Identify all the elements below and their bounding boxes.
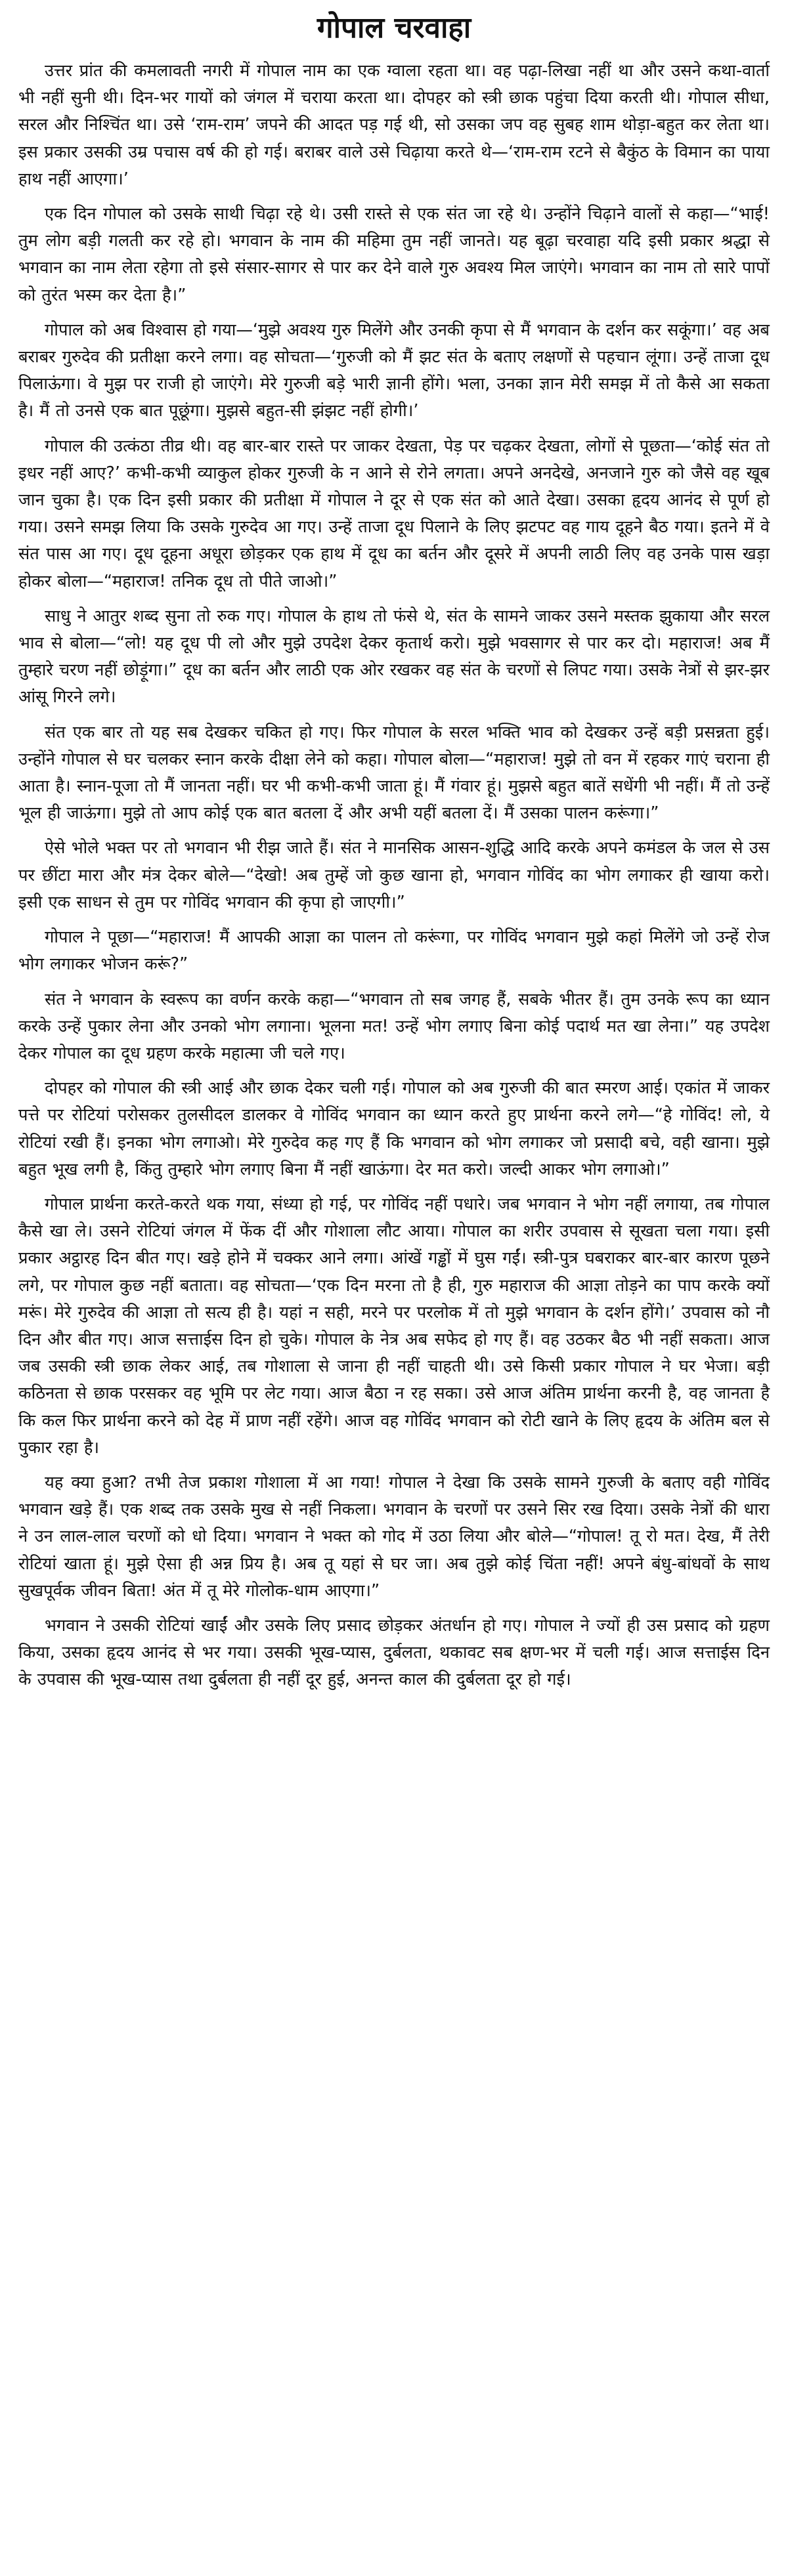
paragraph-2: एक दिन गोपाल को उसके साथी चिढ़ा रहे थे। उसी रास्ते से एक संत जा रहे थे। उन्होंने चिढ़ाने वालों से कहा—“भाई! तुम लोग बड़ी गलती कर रहे हो। भगवान के नाम की महिमा तुम नहीं जानते। यह बूढ़ा चरवाहा यदि इसी प्रकार श्रद्धा से भगवान का नाम लेता रहेगा तो इसे संसार-सागर से पार कर देने वाले गुरु अवश्य मिल जाएंगे। भगवान का नाम तो सारे पापों को तुरंत भस्म कर देता है।” — [18, 204, 770, 305]
paragraph-8: गोपाल ने पूछा—“महाराज! मैं आपकी आज्ञा का पालन तो करूंगा, पर गोविंद भगवान मुझे कहां मिलेंगे जो उन्हें रोज भोग लगाकर भोजन करूं?” — [18, 927, 770, 975]
paragraph-3: गोपाल को अब विश्वास हो गया—‘मुझे अवश्य गुरु मिलेंगे और उनकी कृपा से मैं भगवान के दर्शन कर सकूंगा।’ वह अब बराबर गुरुदेव की प्रतीक्षा करने लगा। वह सोचता—‘गुरुजी को मैं झट संत के बताए लक्षणों से पहचान लूंगा। उन्हें ताजा दूध पिलाऊंगा। वे मुझ पर राजी हो जाएंगे। मेरे गुरुजी बड़े भारी ज्ञानी होंगे। भला, उनका ज्ञान मेरी समझ में तो कैसे आ सकता है। मैं तो उनसे एक बात पूछूंगा। मुझसे बहुत-सी झंझट नहीं होगी।’ — [18, 320, 770, 421]
paragraph-6: संत एक बार तो यह सब देखकर चकित हो गए। फिर गोपाल के सरल भक्ति भाव को देखकर उन्हें बड़ी प्रसन्नता हुई। उन्होंने गोपाल से घर चलकर स्नान करके दीक्षा लेने को कहा। गोपाल बोला—“महाराज! मुझे तो वन में रहकर गाएं चराना ही आता है। स्नान-पूजा तो मैं जानता नहीं। घर भी कभी-कभी जाता हूं। मैं गंवार हूं। मुझसे बहुत बातें सधेंगी भी नहीं। मैं तो उन्हें भूल ही जाऊंगा। मुझे तो आप कोई एक बात बतला दें और अभी यहीं बतला दें। मैं उसका पालन करूंगा।” — [18, 722, 770, 824]
paragraph-10: दोपहर को गोपाल की स्त्री आई और छाक देकर चली गई। गोपाल को अब गुरुजी की बात स्मरण आई। एकांत में जाकर पत्ते पर रोटियां परोसकर तुलसीदल डालकर वे गोविंद भगवान का ध्यान करते हुए प्रार्थना करने लगे—“हे गोविंद! लो, ये रोटियां रखी हैं। इनका भोग लगाओ। मेरे गुरुदेव कह गए हैं कि भगवान को भोग लगाकर जो प्रसादी बचे, वही खाना। मुझे बहुत भूख लगी है, किंतु तुम्हारे भोग लगाए बिना मैं नहीं खाऊंगा। देर मत करो। जल्दी आकर भोग लगाओ।” — [18, 1078, 770, 1179]
paragraph-13: भगवान ने उसकी रोटियां खाईं और उसके लिए प्रसाद छोड़कर अंतर्धान हो गए। गोपाल ने ज्यों ही उस प्रसाद को ग्रहण किया, उसका हृदय आनंद से भर गया। उसकी भूख-प्यास, दुर्बलता, थकावट सब क्षण-भर में चली गई। आज सत्ताईस दिन के उपवास की भूख-प्यास तथा दुर्बलता ही नहीं दूर हुई, अनन्त काल की दुर्बलता दूर हो गई। — [18, 1615, 770, 1690]
paragraph-4: गोपाल की उत्कंठा तीव्र थी। वह बार-बार रास्ते पर जाकर देखता, पेड़ पर चढ़कर देखता, लोगों से पूछता—‘कोई संत तो इधर नहीं आए?’ कभी-कभी व्याकुल होकर गुरुजी के न आने से रोने लगता। अपने अनदेखे, अनजाने गुरु को जैसे वह खूब जान चुका है। एक दिन इसी प्रकार की प्रतीक्षा में गोपाल ने दूर से एक संत को आते देखा। उसका हृदय आनंद से पूर्ण हो गया। उसने समझ लिया कि उसके गुरुदेव आ गए। उन्हें ताजा दूध पिलाने के लिए झटपट वह गाय दूहने बैठ गया। इतने में वे संत पास आ गए। दूध दूहना अधूरा छोड़कर एक हाथ में दूध का बर्तन और दूसरे में अपनी लाठी लिए वह उनके पास खड़ा होकर बोला—“महाराज! तनिक दूध तो पीते जाओ।” — [18, 436, 770, 591]
paragraph-1: उत्तर प्रांत की कमलावती नगरी में गोपाल नाम का एक ग्वाला रहता था। वह पढ़ा-लिखा नहीं था और उसने कथा-वार्ता भी नहीं सुनी थी। दिन-भर गायों को जंगल में चराया करता था। दोपहर को स्त्री छाक पहुंचा दिया करती थी। गोपाल सीधा, सरल और निश्चिंत था। उसे ‘राम-राम’ जपने की आदत पड़ गई थी, सो उसका जप वह सुबह शाम थोड़ा-बहुत कर लेता था। इस प्रकार उसकी उम्र पचास वर्ष की हो गई। बराबर वाले उसे चिढ़ाया करते थे—‘राम-राम रटने से बैकुंठ के विमान का पाया हाथ नहीं आएगा।’ — [18, 61, 770, 189]
story-body — [18, 58, 770, 1694]
paragraph-12: यह क्या हुआ? तभी तेज प्रकाश गोशाला में आ गया! गोपाल ने देखा कि उसके सामने गुरुजी के बताए वही गोविंद भगवान खड़े हैं। एक शब्द तक उसके मुख से नहीं निकला। भगवान के चरणों पर उसने सिर रख दिया। उसके नेत्रों की धारा ने उन लाल-लाल चरणों को धो दिया। भगवान ने भक्त को गोद में उठा लिया और बोले—“गोपाल! तू रो मत। देख, मैं तेरी रोटियां खाता हूं। मुझे ऐसा ही अन्न प्रिय है। अब तू यहां से घर जा। अब तुझे कोई चिंता नहीं! अपने बंधु-बांधवों के साथ सुखपूर्वक जीवन बिता! अंत में तू मेरे गोलोक-धाम आएगा।” — [18, 1472, 770, 1601]
paragraph-11: गोपाल प्रार्थना करते-करते थक गया, संध्या हो गई, पर गोविंद नहीं पधारे। जब भगवान ने भोग नहीं लगाया, तब गोपाल कैसे खा ले। उसने रोटियां जंगल में फेंक दीं और गोशाला लौट आया। गोपाल का शरीर उपवास से सूखता चला गया। इसी प्रकार अट्ठारह दिन बीत गए। खड़े होने में चक्कर आने लगा। आंखें गड्ढों में घुस गईं। स्त्री-पुत्र घबराकर बार-बार कारण पूछने लगे, पर गोपाल कुछ नहीं बताता। वह सोचता—‘एक दिन मरना तो है ही, गुरु महाराज की आज्ञा तोड़ने का पाप करके क्यों मरूं। मेरे गुरुदेव की आज्ञा तो सत्य ही है। यहां न सही, मरने पर परलोक में तो मुझे भगवान के दर्शन होंगे।’ उपवास को नौ दिन और बीत गए। आज सत्ताईस दिन हो चुके। गोपाल के नेत्र अब सफेद हो गए हैं। वह उठकर बैठ भी नहीं सकता। आज जब उसकी स्त्री छाक लेकर आई, तब गोशाला से जाना ही नहीं चाहती थी। उसे किसी प्रकार गोपाल ने घर भेजा। बड़ी कठिनता से छाक परसकर वह भूमि पर लेट गया। आज बैठा न रह सका। उसे आज अंतिम प्रार्थना करनी है, वह जानता है कि कल फिर प्रार्थना करने को देह में प्राण नहीं रहेंगे। आज वह गोविंद भगवान को रोटी खाने के लिए हृदय के अंतिम बल से पुकार रहा है। — [18, 1194, 770, 1458]
page-title: गोपाल चरवाहा — [317, 11, 471, 45]
paragraph-5: साधु ने आतुर शब्द सुना तो रुक गए। गोपाल के हाथ तो फंसे थे, संत के सामने जाकर उसने मस्तक झुकाया और सरल भाव से बोला—“लो! यह दूध पी लो और मुझे उपदेश देकर कृतार्थ करो। मुझे भवसागर से पार कर दो। महाराज! अब मैं तुम्हारे चरण नहीं छोड़ूंगा।” दूध का बर्तन और लाठी एक ओर रखकर वह संत के चरणों से लिपट गया। उसके नेत्रों से झर-झर आंसू गिरने लगे। — [18, 606, 770, 707]
paragraph-9: संत ने भगवान के स्वरूप का वर्णन करके कहा—“भगवान तो सब जगह हैं, सबके भीतर हैं। तुम उनके रूप का ध्यान करके उन्हें पुकार लेना और उनको भोग लगाना। भूलना मत! उन्हें भोग लगाए बिना कोई पदार्थ मत खा लेना।” यह उपदेश देकर गोपाल का दूध ग्रहण करके महात्मा जी चले गए। — [18, 989, 770, 1063]
paragraph-7: ऐसे भोले भक्त पर तो भगवान भी रीझ जाते हैं। संत ने मानसिक आसन-शुद्धि आदि करके अपने कमंडल के जल से उस पर छींटा मारा और मंत्र देकर बोले—“देखो! अब तुम्हें जो कुछ खाना हो, भगवान गोविंद का भोग लगाकर ही खाया करो। इसी एक साधन से तुम पर गोविंद भगवान की कृपा हो जाएगी।” — [18, 838, 770, 912]
